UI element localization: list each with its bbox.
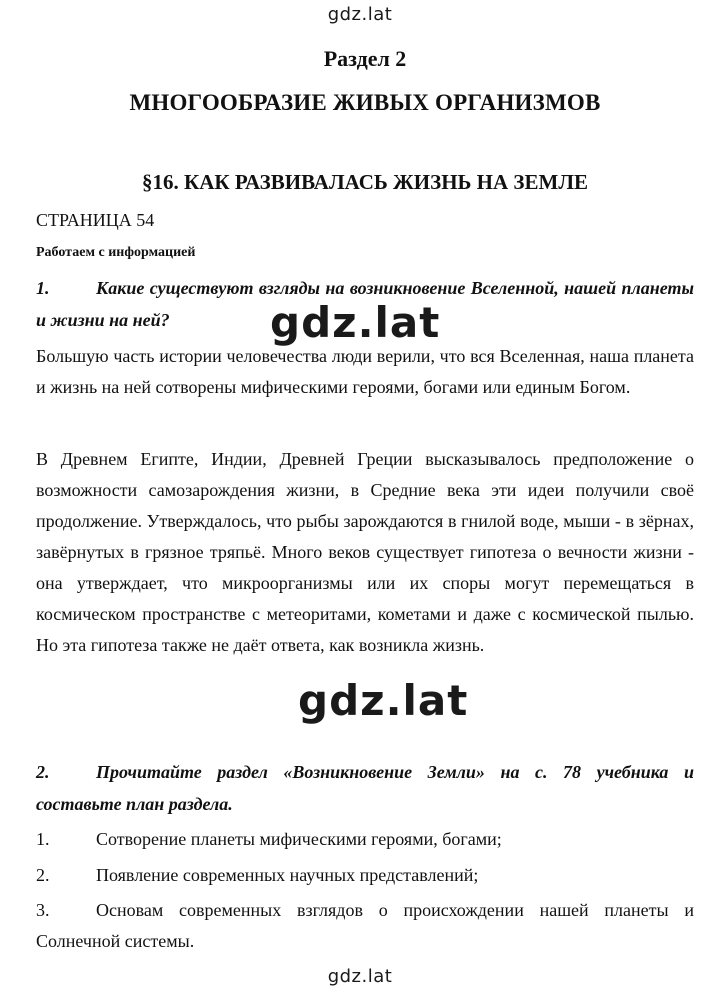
answer-1-paragraph-2: В Древнем Египте, Индии, Древней Греции высказывалось предположение о возможности самозарождения жизни, в Средние века эти идеи получили своё продолжение. Утверждалось, что рыбы зарождаются в гнилой воде, мыши - в зёрнах, завёрнутых в грязное тряпьё. Много веков существует гипотеза о вечности жизни - она утверждает, что микроорганизмы или их споры могут перемещаться в космическом пространстве с метеоритами, кометами и даже с космической пылью. Но эта гипотеза также не даёт ответа, как возникла жизнь.: [36, 449, 694, 655]
section-title: Раздел 2: [323, 46, 407, 71]
watermark-top: gdz.lat: [327, 4, 393, 25]
question-2-number: 2.: [36, 762, 50, 782]
plan-item: [36, 895, 694, 957]
plan-item-text: Сотворение планеты мифическими героями, богами;: [96, 829, 502, 849]
question-1-text: Какие существуют взгляды на возникновение Вселенной, нашей планеты и жизни на ней?: [36, 278, 694, 330]
watermark-middle-1: gdz.lat: [270, 298, 441, 347]
work-title: Работаем с информацией: [36, 245, 196, 260]
watermark-bottom: gdz.lat: [327, 966, 393, 987]
question-1-number: 1.: [36, 278, 50, 298]
plan-item-number: 1.: [36, 829, 50, 849]
plan-item-text: Основам современных взглядов о происхождении нашей планеты и Солнечной системы.: [36, 900, 694, 951]
plan-item: [36, 824, 694, 855]
question-2-text: Прочитайте раздел «Возникновение Земли» на с. 78 учебника и составьте план раздела.: [36, 762, 694, 814]
paragraph-title: §16. КАК РАЗВИВАЛАСЬ ЖИЗНЬ НА ЗЕМЛЕ: [142, 170, 588, 194]
plan-item: [36, 860, 694, 891]
watermark-middle-2: gdz.lat: [298, 676, 469, 725]
answer-1-paragraph-1: Большую часть истории человечества люди верили, что вся Вселенная, наша планета и жизнь на ней сотворены мифическими героями, богами или единым Богом.: [36, 346, 694, 397]
part-title: МНОГООБРАЗИЕ ЖИВЫХ ОРГАНИЗМОВ: [129, 90, 601, 115]
plan-item-text: Появление современных научных представлений;: [96, 865, 479, 885]
page-number: СТРАНИЦА 54: [36, 210, 155, 230]
plan-item-number: 2.: [36, 865, 50, 885]
question-2: [36, 756, 694, 820]
plan-item-number: 3.: [36, 900, 50, 920]
